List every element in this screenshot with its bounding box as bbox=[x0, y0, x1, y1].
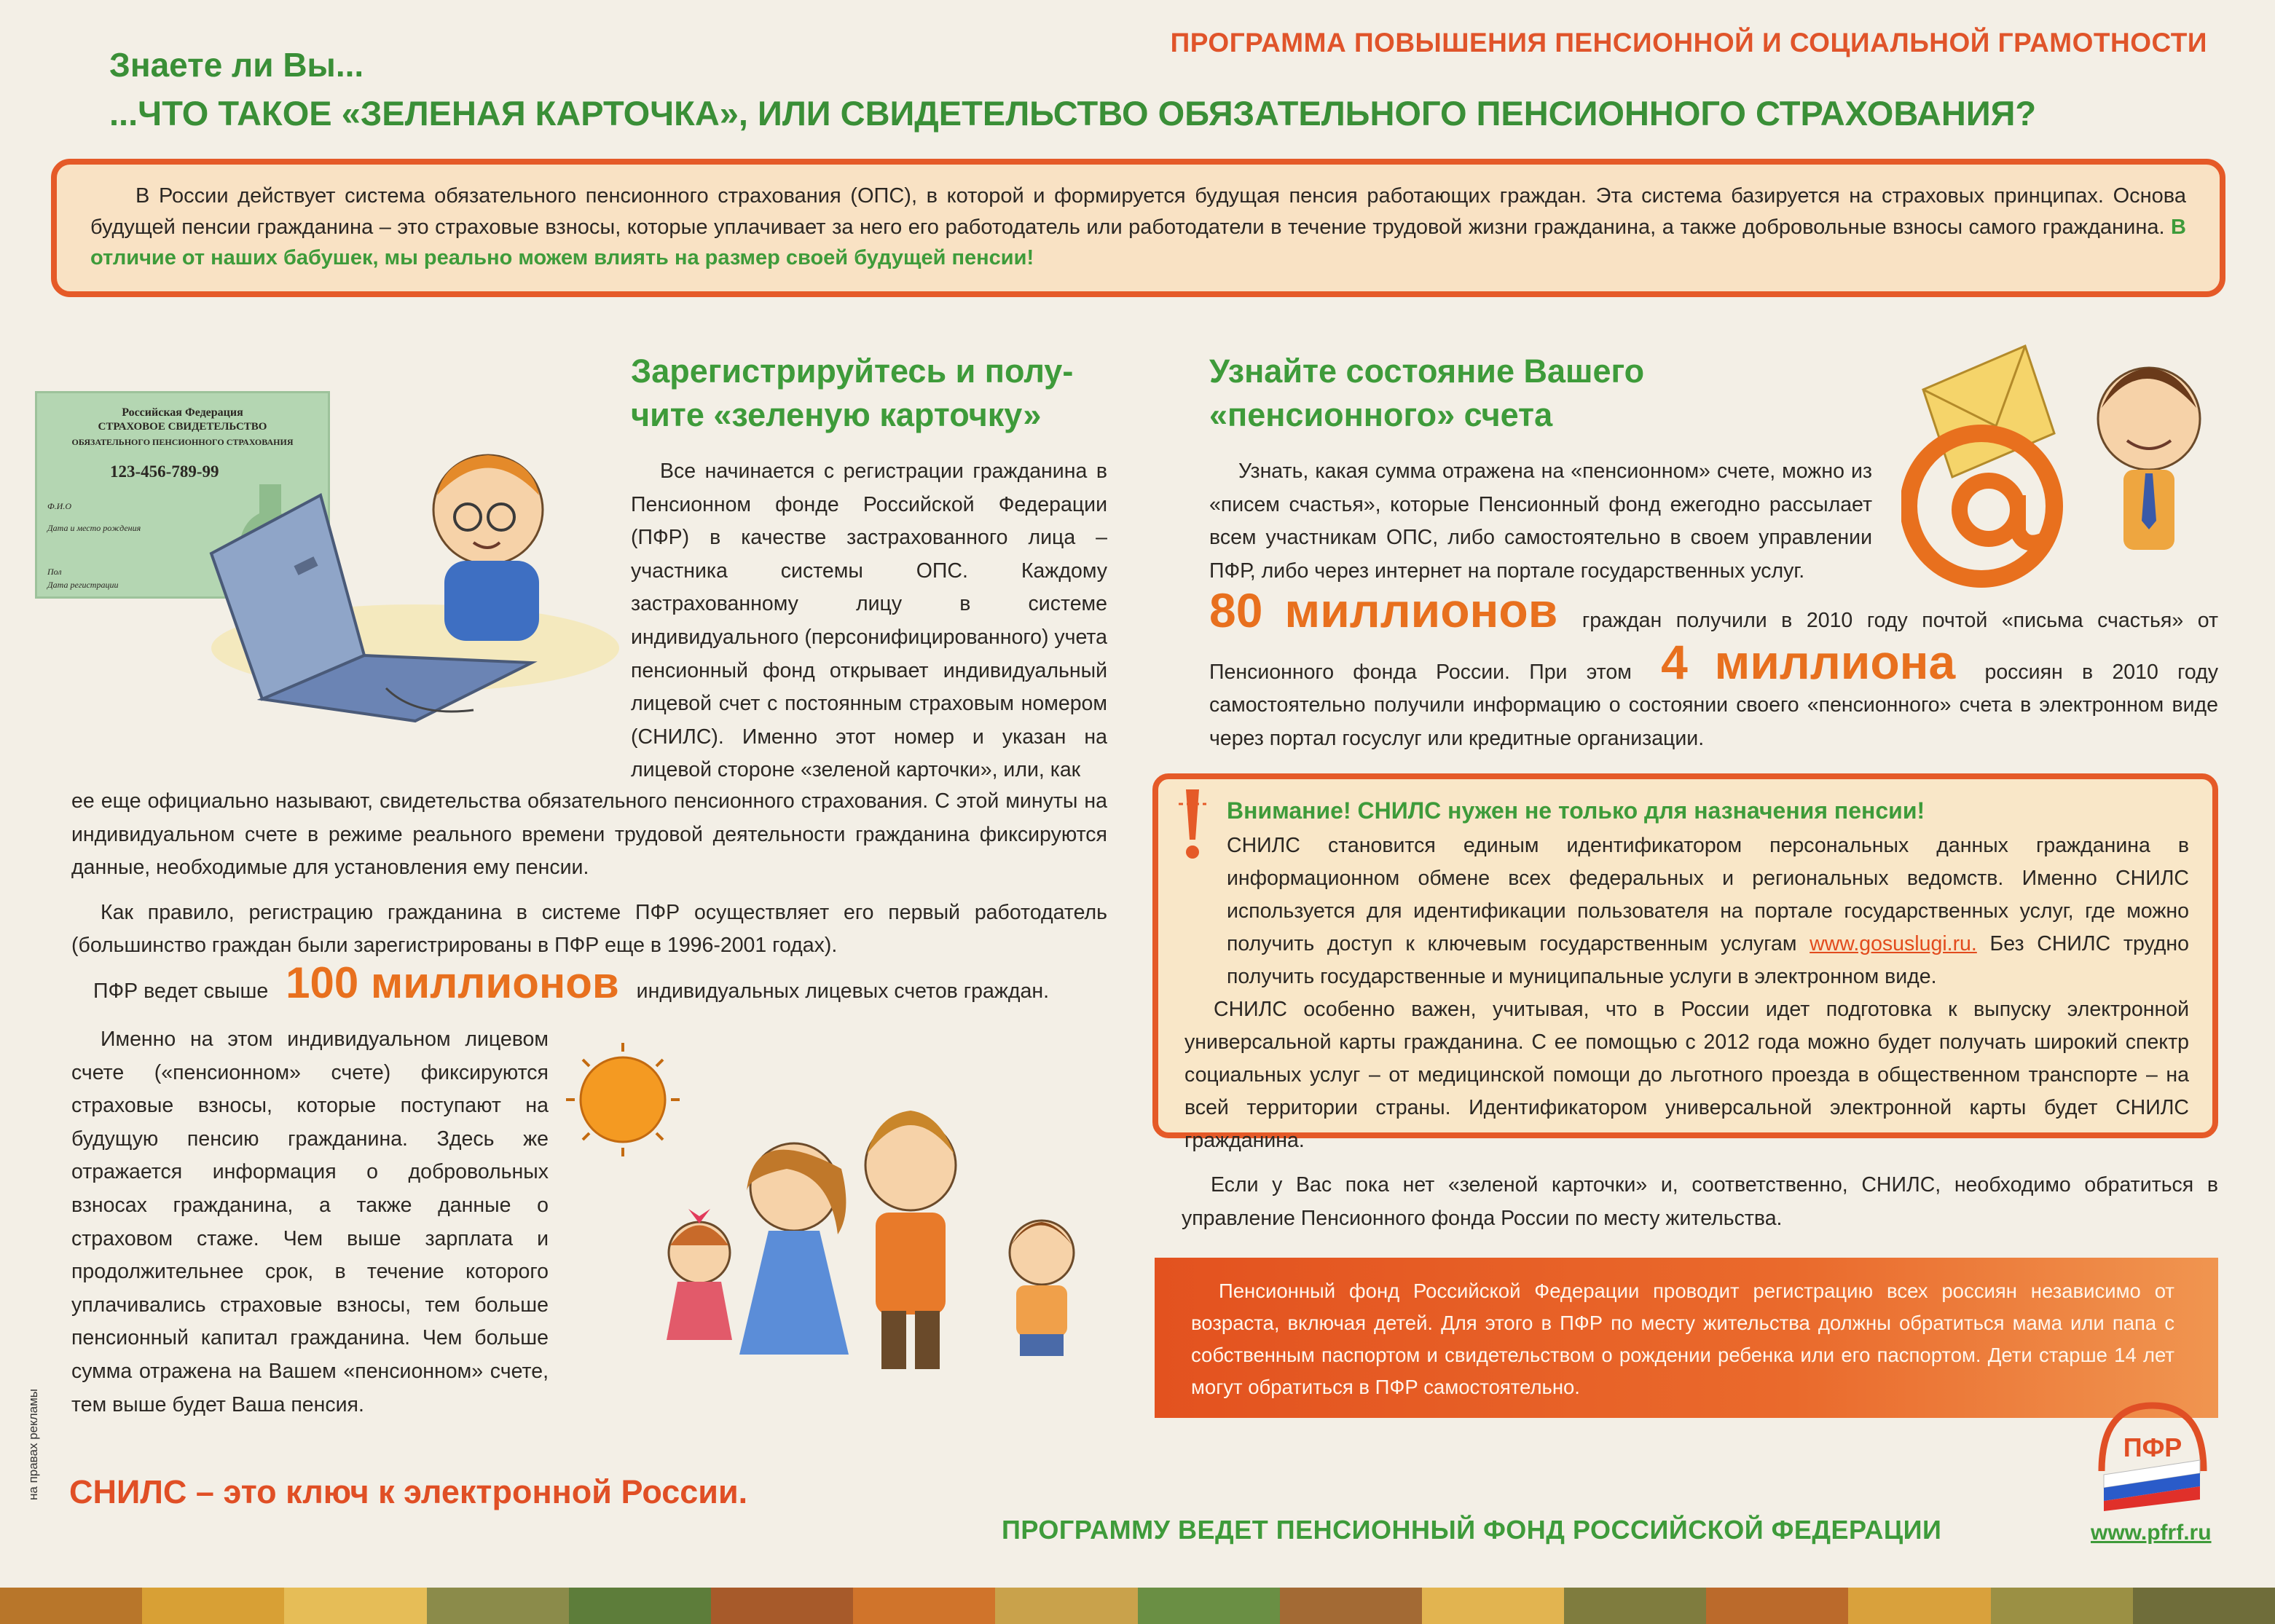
left-para3 bbox=[71, 1023, 549, 1422]
family-illustration bbox=[561, 1034, 1136, 1376]
stat-4-number: 4 миллиона bbox=[1661, 634, 1956, 689]
stripe-segment bbox=[995, 1588, 1137, 1624]
envelope-at-illustration bbox=[1901, 339, 2215, 601]
left-stat-number: 100 миллионов bbox=[286, 958, 619, 1007]
left-section-title bbox=[631, 350, 1073, 437]
stripe-segment bbox=[711, 1588, 853, 1624]
intro-text: В России действует система обязательного пенсионного страхования (ОПС), в которой и формируется будущая пенсия работающих граждан. Эта система базируется на страховых принципах. Основа будущей пенсии гражданина – это страховые взносы, которые уплачивает за него его работодатель или работодатели в течение трудовой жизни гражданина, а также добровольные взносы самого гражданина. bbox=[90, 184, 2186, 239]
left-title-line2: чите «зеленую карточку» bbox=[631, 395, 1042, 433]
attention-box bbox=[1152, 773, 2218, 1152]
intro-box bbox=[51, 159, 2225, 297]
right-section-title bbox=[1209, 350, 1644, 437]
kicker-text: Знаете ли Вы... bbox=[109, 46, 364, 84]
stripe-segment bbox=[569, 1588, 711, 1624]
page-title: ...ЧТО ТАКОЕ «ЗЕЛЕНАЯ КАРТОЧКА», ИЛИ СВИДЕТЕЛЬСТВО ОБЯЗАТЕЛЬНОГО ПЕНСИОННОГО СТРАХОВАНИЯ? bbox=[109, 94, 2037, 133]
sun-icon bbox=[566, 1043, 680, 1156]
left-para1-wide-text: ее еще официально называют, свидетельства обязательного пенсионного страхования. С этой минуты на индивидуальном счете в режиме реального времени трудовой деятельности гражданина фиксируются данные, необходимые для установления ему пенсии. bbox=[71, 789, 1107, 880]
pfr-logo bbox=[2091, 1402, 2215, 1511]
card-line1: Российская Федерация bbox=[122, 406, 243, 419]
stripe-segment bbox=[1280, 1588, 1422, 1624]
card-number: 123-456-789-99 bbox=[110, 462, 219, 481]
left-title-line1: Зарегистрируйтесь и полу- bbox=[631, 352, 1074, 390]
no-card-text: Если у Вас пока нет «зеленой карточки» и, соответственно, СНИЛС, необходимо обратиться в управление Пенсионного фонда России по месту жительства. bbox=[1182, 1173, 2218, 1230]
card-line2: СТРАХОВОЕ СВИДЕТЕЛЬСТВО bbox=[98, 421, 267, 433]
stripe-segment bbox=[853, 1588, 995, 1624]
no-card-paragraph bbox=[1182, 1169, 2218, 1235]
gosuslugi-link[interactable]: www.gosuslugi.ru. bbox=[1810, 931, 1977, 955]
exclamation-icon bbox=[1174, 785, 1211, 865]
bottom-color-stripe bbox=[0, 1588, 2275, 1624]
card-sex-label: Пол bbox=[47, 567, 62, 577]
advertising-note: на правах рекламы bbox=[26, 1388, 40, 1500]
mother-figure bbox=[739, 1143, 849, 1355]
left-para2: Как правило, регистрацию гражданина в системе ПФР осуществляет его первый работодатель (большинство граждан были зарегистрированы в ПФР еще в 1996-2001 годах). bbox=[71, 900, 1107, 958]
attention-para1-a: СНИЛС становится единым идентификатором персональных данных гражданина в информационном обмене всех федеральных и региональных ведомств. Именно СНИЛС используется для идентификации пользователя на портале государственных услуг, где можно получить доступ к ключевым государственным услугам bbox=[1227, 833, 2189, 955]
stripe-segment bbox=[1138, 1588, 1280, 1624]
stat-4-text: россиян в 2010 году самостоятельно получили информацию о состоянии своего «пенсионного» счета в электронном виде через портал госуслуг или кредитные организации. bbox=[1209, 660, 2218, 750]
stripe-segment bbox=[427, 1588, 569, 1624]
left-stat-suffix: индивидуальных лицевых счетов граждан. bbox=[636, 979, 1050, 1003]
left-para1-narrow bbox=[631, 455, 1107, 787]
stripe-segment bbox=[1564, 1588, 1706, 1624]
attention-title: Внимание! СНИЛС нужен не только для назначения пенсии! bbox=[1227, 797, 1925, 824]
father-figure bbox=[865, 1111, 956, 1369]
left-para1-narrow-text: Все начинается с регистрации гражданина в Пенсионном фонде Российской Федерации (ПФР) в качестве застрахованного лица – участника системы ОПС. Каждому застрахованному лицу в системе индивидуального (персонифицированного) учета пенсионный фонд открывает индивидуальный лицевой счет с постоянным страховым номером (СНИЛС). Именно этот номер и указан на лицевой стороне «зеленой карточки», или, как bbox=[631, 460, 1107, 782]
card-reg-label: Дата регистрации bbox=[47, 580, 119, 590]
stat-80-number: 80 миллионов bbox=[1209, 583, 1558, 637]
attention-para1-b: Без СНИЛС трудно получить государственные и муниципальные услуги в электронном виде. bbox=[1227, 931, 2190, 988]
girl-figure bbox=[667, 1209, 732, 1340]
right-title-line2: «пенсионного» счета bbox=[1209, 395, 1553, 433]
pfr-logo-text: ПФР bbox=[2123, 1432, 2182, 1462]
registration-banner: Пенсионный фонд Российской Федерации проводит регистрацию всех россиян независимо от возраста, включая детей. Для этого в ПФР по месту жительства должны обратиться мама или папа с собственным паспортом и свидетельством о рождении ребенка или его паспортом. Дети старше 14 лет могут обратиться в ПФР самостоятельно. bbox=[1155, 1258, 2218, 1418]
card-line3: ОБЯЗАТЕЛЬНОГО ПЕНСИОННОГО СТРАХОВАНИЯ bbox=[71, 437, 294, 447]
left-para1-wide bbox=[71, 785, 1107, 963]
stripe-segment bbox=[284, 1588, 426, 1624]
left-stat-prefix: ПФР ведет свыше bbox=[93, 979, 269, 1003]
stat-80-text: граждан получили в 2010 году почтой «письма счастья» от Пенсионного фонда России. При этом bbox=[1209, 609, 2219, 684]
footer-slogan: СНИЛС – это ключ к электронной России. bbox=[69, 1473, 748, 1510]
right-para1 bbox=[1209, 455, 1872, 588]
card-fio-label: Ф.И.О bbox=[47, 501, 71, 511]
program-header: ПРОГРАММА ПОВЫШЕНИЯ ПЕНСИОННОЙ И СОЦИАЛЬНОЙ ГРАМОТНОСТИ bbox=[1170, 28, 2207, 58]
stripe-segment bbox=[142, 1588, 284, 1624]
card-birth-label: Дата и место рождения bbox=[47, 523, 141, 533]
right-stats-block bbox=[1209, 583, 2219, 755]
attention-para2: СНИЛС особенно важен, учитывая, что в России идет подготовка к выпуску электронной универсальной карты гражданина. С ее помощью с 2012 года можно будет получать широкий спектр социальных услуг – от медицинской помощи до льготного проезда в общественном транспорте – на всей территории страны. Идентификатором универсальной электронной карты будет СНИЛС гражданина. bbox=[1184, 997, 2189, 1152]
intro-highlight: В отличие от наших бабушек, мы реально можем влиять на размер своей будущей пенсии! bbox=[90, 215, 2186, 270]
left-stat-line bbox=[93, 958, 1050, 1007]
left-para3-text: Именно на этом индивидуальном лицевом счете («пенсионном» счете) фиксируются страховые взносы, которые поступают на будущую пенсию гражданина. Здесь же отражается информация о добровольных взносах гражданина, а также данные о страховом стаже. Чем выше зарплата и продолжительнее срок, в течение которого уплачивались страховые взносы, тем больше пенсионный капитал гражданина. Чем больше сумма отражена на Вашем «пенсионном» счете, тем выше будет Ваша пенсия. bbox=[71, 1028, 549, 1416]
pfrf-site-link[interactable]: www.pfrf.ru bbox=[2091, 1521, 2212, 1545]
stripe-segment bbox=[0, 1588, 142, 1624]
right-para1-text: Узнать, какая сумма отражена на «пенсионном» счете, можно из «писем счастья», которые Пенсионный фонд ежегодно рассылает всем участникам ОПС, либо самостоятельно в своем управлении ПФР, либо через интернет на портале государственных услуг. bbox=[1209, 460, 1872, 583]
boy-laptop-illustration bbox=[197, 437, 619, 728]
stripe-segment bbox=[1422, 1588, 1564, 1624]
stripe-segment bbox=[1706, 1588, 1848, 1624]
footer-program: ПРОГРАММУ ВЕДЕТ ПЕНСИОННЫЙ ФОНД РОССИЙСКОЙ ФЕДЕРАЦИИ bbox=[1002, 1515, 1942, 1545]
stripe-segment bbox=[1848, 1588, 1990, 1624]
right-title-line1: Узнайте состояние Вашего bbox=[1209, 352, 1645, 390]
attention-para1 bbox=[1184, 829, 2189, 993]
stripe-segment bbox=[1991, 1588, 2133, 1624]
smiling-boy bbox=[2098, 368, 2200, 550]
boy-figure bbox=[1010, 1221, 1074, 1356]
stripe-segment bbox=[2133, 1588, 2275, 1624]
